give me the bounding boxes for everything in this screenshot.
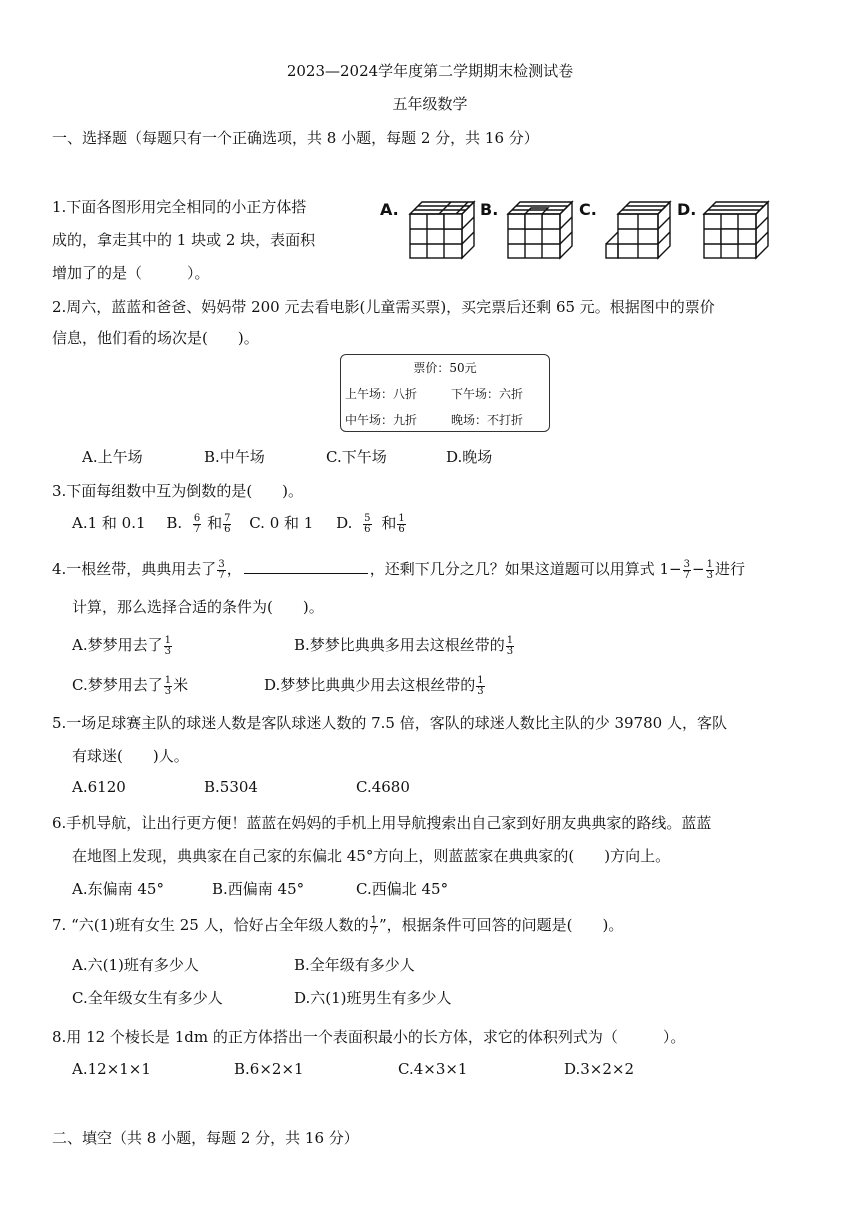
q4-line1: 4.一根丝带，典典用去了 $\frac{3}{7}$ ， ，还剩下几分之几？如果这道题可以用算式 1− $\frac{3}{7}$ − $\frac{1}{3}$ 进行 xyxy=(52,558,745,581)
price-evening: 晚场：不打折 xyxy=(451,413,524,427)
q7-stem: 7. “六(1)班有女生 25 人，恰好占全年级人数的 $\frac{1}{7}$ ”，根据条件可回答的问题是( )。 xyxy=(52,914,624,937)
price-afternoon: 下午场：六折 xyxy=(451,387,524,401)
q4-line2: 计算，那么选择合适的条件为( )。 xyxy=(72,598,324,616)
q5-option-a: A.6120 xyxy=(72,778,126,796)
q6-line2: 在地图上发现，典典家在自己家的东偏北 45°方向上，则蓝蓝家在典典家的( )方向上。 xyxy=(72,847,671,865)
q1-line3: 增加了的是（ ）。 xyxy=(52,264,210,282)
q2-option-c: C.下午场 xyxy=(326,448,387,466)
exam-title: 2023—2024学年度第二学期期末检测试卷 xyxy=(286,62,574,80)
q3-b-fraction-2: $\frac{7}{6}$ xyxy=(224,512,231,535)
q4-option-b: B.梦梦比典典多用去这根丝带的 $\frac{1}{3}$ xyxy=(294,634,514,657)
q6-option-c: C.西偏北 45° xyxy=(356,880,449,898)
q7-option-d: D.六(1)班男生有多少人 xyxy=(294,989,452,1007)
q1-option-d-label: D. xyxy=(677,200,697,219)
q5-line1: 5.一场足球赛主队的球迷人数是客队球迷人数的 7.5 倍，客队的球迷人数比主队的少 39780 人，客队 xyxy=(52,714,727,732)
q3-d-fraction-2: $\frac{1}{6}$ xyxy=(398,512,405,535)
q2-option-b: B.中午场 xyxy=(204,448,265,466)
q8-option-b: B.6×2×1 xyxy=(234,1060,304,1078)
q1-option-a-label: A. xyxy=(380,200,399,219)
q2-line1: 2.周六，蓝蓝和爸爸、妈妈带 200 元去看电影(儿童需买票)，买完票后还剩 65 元。根据图中的票价 xyxy=(52,298,715,316)
cube-figure-c xyxy=(604,198,674,260)
q1-line1: 1.下面各图形用完全相同的小正方体搭 xyxy=(52,198,307,216)
q3-stem: 3.下面每组数中互为倒数的是( )。 xyxy=(52,482,304,500)
section-2-heading: 二、填空（共 8 小题，每题 2 分，共 16 分） xyxy=(52,1129,359,1147)
q1-option-b-label: B. xyxy=(480,200,499,219)
q8-stem: 8.用 12 个棱长是 1dm 的正方体搭出一个表面积最小的长方体，求它的体积列式为（ ）。 xyxy=(52,1028,686,1046)
cube-figure-d xyxy=(702,198,772,260)
q7-fraction: $\frac{1}{7}$ xyxy=(370,914,377,937)
q1-option-c-label: C. xyxy=(579,200,597,219)
q7-option-b: B.全年级有多少人 xyxy=(294,956,415,974)
q4-fraction-3: $\frac{1}{3}$ xyxy=(706,558,713,581)
q3-option-d: D. xyxy=(336,514,353,532)
price-morning: 上午场：八折 xyxy=(345,387,418,401)
q4-option-a: A.梦梦用去了 $\frac{1}{3}$ xyxy=(72,634,171,657)
q8-option-d: D.3×2×2 xyxy=(564,1060,635,1078)
price-noon: 中午场：九折 xyxy=(345,413,418,427)
exam-subtitle: 五年级数学 xyxy=(392,95,468,113)
q8-option-c: C.4×3×1 xyxy=(398,1060,468,1078)
q4-fraction-1: $\frac{3}{7}$ xyxy=(218,558,225,581)
q4-answer-blank[interactable] xyxy=(244,561,368,574)
q3-b-fraction-1: $\frac{6}{7}$ xyxy=(193,512,201,535)
q4-fraction-2: $\frac{3}{7}$ xyxy=(683,558,690,581)
q3-d-fraction-1: $\frac{5}{6}$ xyxy=(364,512,371,535)
ticket-price-box xyxy=(340,354,550,432)
cube-figure-b xyxy=(506,198,576,260)
q3-options: A.1 和 0.1 B. $\frac{6}{7}$ 和 $\frac{7}{6}$ C. 0 和 1 D. $\frac{5}{6}$ 和 $\frac{1}{6}$ xyxy=(72,512,405,535)
q3-option-b: B. xyxy=(166,514,183,532)
q2-option-d: D.晚场 xyxy=(446,448,493,466)
q2-line2: 信息，他们看的场次是( )。 xyxy=(52,329,259,347)
cube-figure-a xyxy=(408,198,478,260)
q6-option-a: A.东偏南 45° xyxy=(72,880,164,898)
q2-option-a: A.上午场 xyxy=(82,448,143,466)
q6-option-b: B.西偏南 45° xyxy=(212,880,305,898)
q3-option-a: A.1 和 0.1 xyxy=(72,514,146,532)
q4-option-d: D.梦梦比典典少用去这根丝带的 $\frac{1}{3}$ xyxy=(264,674,484,697)
q4-option-c: C.梦梦用去了 $\frac{1}{3}$ 米 xyxy=(72,674,189,697)
q5-line2: 有球迷( )人。 xyxy=(72,747,189,765)
q7-option-a: A.六(1)班有多少人 xyxy=(72,956,199,974)
section-1-heading: 一、选择题（每题只有一个正确选项，共 8 小题，每题 2 分，共 16 分） xyxy=(52,129,539,147)
price-title: 票价：50元 xyxy=(413,361,477,375)
q7-option-c: C.全年级女生有多少人 xyxy=(72,989,223,1007)
q1-line2: 成的，拿走其中的 1 块或 2 块，表面积 xyxy=(52,231,316,249)
q8-option-a: A.12×1×1 xyxy=(72,1060,151,1078)
q3-option-c: C. 0 和 1 xyxy=(249,514,314,532)
q5-option-b: B.5304 xyxy=(204,778,258,796)
q6-line1: 6.手机导航，让出行更方便！蓝蓝在妈妈的手机上用导航搜索出自己家到好朋友典典家的路线。蓝蓝 xyxy=(52,814,712,832)
q5-option-c: C.4680 xyxy=(356,778,410,796)
